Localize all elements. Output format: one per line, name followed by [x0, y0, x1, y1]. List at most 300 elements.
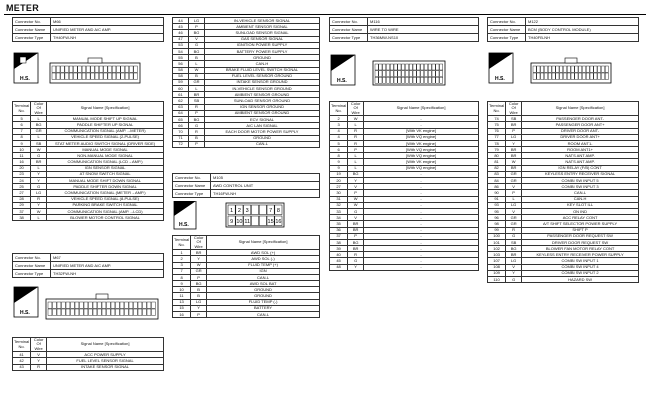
m66-header-table [12, 17, 164, 42]
terminal-cell: 28 [13, 196, 31, 202]
wire-color-cell: LG [506, 258, 522, 264]
terminal-cell: 27 [330, 184, 348, 190]
terminal-cell: 98 [488, 221, 506, 227]
terminal-cell: 45 [330, 258, 348, 264]
terminal-cell: 37 [13, 208, 31, 214]
signal-name-cell: STAT METER AUDIO SWITCH SIGNAL (DRIVER SIDE) [47, 140, 164, 146]
terminal-cell: 2 [330, 116, 348, 122]
signal-name-cell: IGN [207, 268, 320, 274]
connector-pin [147, 309, 151, 315]
wire-color-cell: P [348, 147, 364, 153]
connector-header-row [13, 34, 164, 42]
wire-color-cell: P [191, 274, 207, 280]
connector-pin [66, 302, 70, 308]
wire-color-cell: BR [506, 165, 522, 171]
signal-name-cell: MANUAL MODE SHIFT UP SIGNAL [47, 116, 164, 122]
wire-color-cell: SB [189, 98, 205, 104]
terminal-cell: 33 [330, 208, 348, 214]
wire-color-cell: R [189, 104, 205, 110]
connector-pin [541, 66, 544, 72]
signal-name-cell: - [364, 190, 479, 196]
connector-pin [548, 66, 551, 72]
connector-pin [375, 64, 378, 70]
connector-pin [594, 73, 597, 79]
m67-signal-table [12, 337, 164, 371]
connector-pin [125, 309, 129, 315]
connector-pin [74, 66, 78, 72]
terminal-cell: 34 [330, 215, 348, 221]
wire-color-cell: L [31, 116, 47, 122]
connector-pin [394, 64, 397, 70]
terminal-cell: 66 [173, 123, 189, 129]
connector-pin [95, 66, 99, 72]
wire-color-cell: BR [348, 246, 364, 252]
signal-name-cell: CAN-H [522, 196, 639, 202]
connector-pin [579, 66, 582, 72]
terminal-cell: 7 [173, 268, 191, 274]
m122-connector-picture [487, 45, 639, 97]
wire-color-cell: G [506, 277, 522, 283]
connector-pin [405, 71, 408, 77]
connector-pin [78, 73, 82, 79]
terminal-cell: 35 [330, 221, 348, 227]
connector-pin [52, 66, 56, 72]
signal-name-cell: INTAKE SENSOR SIGNAL [47, 364, 164, 370]
terminal-cell: 11 [13, 153, 31, 159]
signal-name-cell: COMBI SW INPUT 1 [522, 258, 639, 264]
terminal-cell: 6 [330, 147, 348, 153]
wire-color-cell: B [189, 73, 205, 79]
connector-pin [575, 66, 578, 72]
m67-header-table [12, 253, 164, 278]
col-wire-color: Color Of Wire [31, 338, 47, 352]
signal-name-cell: AT SNOW SWITCH SIGNAL [47, 171, 164, 177]
signal-name-cell: - [364, 233, 479, 239]
terminal-cell: 70 [173, 129, 189, 135]
connector-pin [134, 73, 138, 79]
terminal-cell: 54 [173, 48, 189, 54]
connector-pin [86, 66, 90, 72]
wire-color-cell: G [348, 208, 364, 214]
signal-name-cell: SUNLOAD SENSOR GROUND [205, 98, 320, 104]
connector-pin [556, 66, 559, 72]
terminal-cell: 107 [488, 258, 506, 264]
table-row [13, 364, 164, 370]
terminal-cell: 9 [330, 165, 348, 171]
connector-pin [99, 73, 103, 79]
terminal-cell: 109 [488, 270, 506, 276]
wire-color-cell: R [348, 128, 364, 134]
signal-name-cell: IN-VEHICLE SENSOR GROUND [205, 86, 320, 92]
connector-pin [112, 73, 116, 79]
terminal-cell: 56 [173, 61, 189, 67]
wire-color-cell: W [506, 159, 522, 165]
connector-pin [84, 309, 88, 315]
connector-pin [98, 309, 102, 315]
col-wire-color: Color Of Wire [506, 102, 522, 116]
signal-name-cell: - [364, 239, 479, 245]
terminal-cell: 108 [488, 264, 506, 270]
signal-name-cell: KEY SLOT ILL [522, 202, 639, 208]
connector-pin [71, 309, 75, 315]
wire-color-cell: B [189, 135, 205, 141]
table-row [173, 312, 320, 318]
connector-pin [379, 77, 382, 83]
col-terminal: Terminal No. [13, 338, 31, 352]
terminal-cell: 8 [330, 153, 348, 159]
terminal-cell: 86 [488, 184, 506, 190]
terminal-cell: 47 [173, 36, 189, 42]
wire-color-cell: SB [31, 140, 47, 146]
connector-header-row [173, 182, 320, 190]
wire-color-cell: P [506, 128, 522, 134]
connector-pin [57, 302, 61, 308]
connector-header-value: TH36MW-NS10 [368, 34, 479, 42]
connector-pin [125, 73, 129, 79]
signal-name-cell: BRAKE FLUID LEVEL SWITCH SIGNAL [205, 67, 320, 73]
connector-header-value: TH16FW-NH [211, 190, 320, 198]
connector-pin [413, 77, 416, 83]
terminal-cell: 75 [488, 122, 506, 128]
col-wire-color: Color Of Wire [31, 102, 47, 116]
signal-name-cell: PASSENGER DOOR ANT+ [522, 122, 639, 128]
terminal-cell: 46 [173, 30, 189, 36]
terminal-cell: 9 [173, 281, 191, 287]
wire-color-cell: V [189, 36, 205, 42]
terminal-cell: 59 [173, 79, 189, 85]
connector-pin [417, 64, 420, 70]
signal-name-cell: VEHICLE SPEED SIGNAL (8-PULSE) [47, 196, 164, 202]
terminal-cell: 25 [13, 184, 31, 190]
connector-pin [66, 309, 70, 315]
connector-pin-number: 10 [236, 219, 243, 225]
connector-pin [62, 309, 66, 315]
signal-name-cell: NATS ANT AMP. [522, 153, 639, 159]
wire-color-cell: L [31, 165, 47, 171]
connector-header-value: WIRE TO WIRE [368, 26, 479, 34]
connector-pin [424, 71, 427, 77]
wire-color-cell: L [189, 61, 205, 67]
wire-color-cell: GR [506, 215, 522, 221]
col-wire-color: Color Of Wire [191, 236, 207, 250]
wire-color-cell: R [348, 252, 364, 258]
signal-name-cell: NON-MANUAL MODE SIGNAL [47, 153, 164, 159]
signal-name-cell: CAN-L [207, 274, 320, 280]
connector-header-key: Connector No. [13, 18, 51, 26]
terminal-cell: 24 [13, 178, 31, 184]
connector-pin [108, 73, 112, 79]
connector-pin [53, 309, 57, 315]
connector-pin [121, 66, 125, 72]
connector-pin [71, 302, 75, 308]
connector-pin [575, 73, 578, 79]
wire-color-cell: G [189, 42, 205, 48]
connector-pin [567, 73, 570, 79]
signal-name-cell: IGN SENSOR GROUND [205, 104, 320, 110]
connector-header-row [330, 18, 479, 26]
connector-pin [405, 64, 408, 70]
connector-header-value: TH40FB-NH [526, 34, 639, 42]
connector-pin [93, 309, 97, 315]
connector-pin [402, 77, 405, 83]
connector-header-value: M66 [51, 18, 164, 26]
connector-pin [61, 73, 65, 79]
terminal-cell: 81 [488, 159, 506, 165]
m116-header-table [329, 17, 479, 42]
connector-pin [563, 73, 566, 79]
wire-color-cell: BR [348, 221, 364, 227]
connector-pin [537, 66, 540, 72]
connector-header-value: M67 [51, 254, 164, 262]
connector-pin [398, 77, 401, 83]
connector-pin [432, 64, 435, 70]
signal-name-cell: IN-VEHICLE SENSOR SIGNAL [205, 18, 320, 24]
signal-name-cell: - [364, 246, 479, 252]
m66-connector-picture [12, 45, 164, 97]
wire-color-cell: P [506, 190, 522, 196]
signal-name-cell: CAN-H [205, 61, 320, 67]
connector-header-row [488, 26, 639, 34]
signal-name-cell: COMMUNICATION SIGNAL (AMP.→LCD) [47, 208, 164, 214]
terminal-cell: 80 [488, 153, 506, 159]
table-row [13, 215, 164, 221]
connector-pin [121, 73, 125, 79]
signal-name-cell: - [364, 258, 479, 264]
connector-header-key: Connector Type [330, 34, 368, 42]
connector-pin [134, 66, 138, 72]
terminal-cell: 93 [488, 202, 506, 208]
connector-pin [89, 309, 93, 315]
connector-pin-number: 3 [245, 208, 249, 214]
connector-pin [93, 302, 97, 308]
terminal-cell: 48 [330, 264, 348, 270]
connector-pin [116, 309, 120, 315]
connector-pin [138, 302, 142, 308]
connector-pin [405, 77, 408, 83]
wire-color-cell: R [506, 227, 522, 233]
connector-header-value: AWD CONTROL UNIT [211, 182, 320, 190]
wire-color-cell: G [348, 258, 364, 264]
connector-pin [417, 71, 420, 77]
connector-header-value: M122 [526, 18, 639, 26]
wire-color-cell: B [191, 293, 207, 299]
connector-pin [586, 66, 589, 72]
wire-color-cell: L [189, 86, 205, 92]
connector-pin [436, 71, 439, 77]
connector-pin [102, 309, 106, 315]
signal-name-cell: IGN RELAY (F/B) CONT [522, 165, 639, 171]
terminal-cell: 96 [488, 215, 506, 221]
wire-color-cell: W [189, 67, 205, 73]
terminal-cell: 6 [13, 122, 31, 128]
terminal-cell: 103 [488, 252, 506, 258]
wire-color-cell: LG [191, 299, 207, 305]
terminal-cell: 13 [173, 299, 191, 305]
signal-name-cell: BLOWER FAN MOTOR RELAY CONT [522, 246, 639, 252]
terminal-cell: 10 [173, 287, 191, 293]
terminal-cell: 84 [488, 178, 506, 184]
signal-name-cell: COMBI SW INPUT 4 [522, 264, 639, 270]
connector-pin [398, 64, 401, 70]
connector-pin [147, 302, 151, 308]
connector-header-value: M105 [211, 174, 320, 182]
connector-header-row [330, 26, 479, 34]
connector-pin [99, 66, 103, 72]
terminal-cell: 8 [13, 134, 31, 140]
connector-pin [117, 73, 121, 79]
hs-label: H.S. [337, 78, 347, 84]
wire-color-cell: G [31, 153, 47, 159]
signal-name-cell: AWD SOL BAT [207, 281, 320, 287]
wire-color-cell: Y [506, 140, 522, 146]
terminal-cell: 32 [330, 202, 348, 208]
terminal-cell: 74 [488, 116, 506, 122]
signal-name-cell: AMBIENT SENSOR GROUND [205, 110, 320, 116]
connector-pin [259, 205, 266, 215]
connector-pin-number: 16 [275, 219, 282, 225]
signal-name-cell: GROUND [207, 287, 320, 293]
signal-name-cell: - [364, 116, 479, 122]
connector-header-row [13, 26, 164, 34]
connector-pin [75, 309, 79, 315]
terminal-cell: 82 [488, 165, 506, 171]
connector-header-key: Connector No. [173, 174, 211, 182]
connector-pin [421, 64, 424, 70]
col-terminal: Terminal No. [13, 102, 31, 116]
connector-pin [533, 73, 536, 79]
terminal-cell: 19 [330, 171, 348, 177]
connector-pin [598, 73, 601, 79]
signal-name-cell: DRIVER DOOR ANT+ [522, 134, 639, 140]
connector-pin [116, 302, 120, 308]
wire-color-cell: GR [506, 171, 522, 177]
m105-connector-diagram [172, 201, 320, 233]
signal-name-cell: IGN SENSOR SIGNAL [47, 165, 164, 171]
m105-signal-table [172, 235, 320, 318]
terminal-cell: 4 [330, 128, 348, 134]
signal-name-cell: ROOM ANT1- [522, 140, 639, 146]
col-signal-name: Signal Name [Specification] [47, 102, 164, 116]
terminal-cell: 31 [330, 196, 348, 202]
connector-header-row [13, 254, 164, 262]
connector-pin [138, 309, 142, 315]
m67-connector-picture [12, 281, 164, 331]
terminal-cell: 37 [330, 233, 348, 239]
wire-color-cell: BR [31, 159, 47, 165]
wire-color-cell: BG [189, 117, 205, 123]
terminal-cell: 2 [173, 256, 191, 262]
connector-pin [129, 66, 133, 72]
wire-color-cell: P [189, 24, 205, 30]
signal-name-cell: BATTERY POWER SUPPLY [205, 48, 320, 54]
connector-pin [251, 216, 258, 226]
wire-color-cell: SB [506, 239, 522, 245]
terminal-cell: 62 [173, 98, 189, 104]
connector-pin [428, 77, 431, 83]
wire-color-cell: LG [31, 190, 47, 196]
wire-color-cell: L [348, 165, 364, 171]
terminal-cell: 83 [488, 171, 506, 177]
connector-pin [111, 302, 115, 308]
wire-color-cell: Y [506, 270, 522, 276]
terminal-cell: 95 [488, 208, 506, 214]
connector-header-row [173, 190, 320, 198]
wire-color-cell: GR [506, 178, 522, 184]
terminal-cell: 5 [13, 116, 31, 122]
signal-name-cell: BLOWER MOTOR CONTROL SIGNAL [47, 215, 164, 221]
wire-color-cell: LG [506, 202, 522, 208]
connector-pin [48, 302, 52, 308]
connector-pin [436, 77, 439, 83]
terminal-cell: 61 [173, 92, 189, 98]
terminal-cell: 72 [173, 141, 189, 147]
terminal-cell: 15 [173, 305, 191, 311]
signal-name-cell: CAN-L [522, 190, 639, 196]
connector-pin [432, 71, 435, 77]
connector-pin [112, 66, 116, 72]
signal-name-cell: - [364, 215, 479, 221]
signal-name-cell: [With VK engine] [364, 128, 479, 134]
connector-pin [143, 302, 147, 308]
wire-color-cell: V [348, 184, 364, 190]
connector-pin [375, 71, 378, 77]
connector-pin [74, 73, 78, 79]
connector-pin-number: 2 [237, 208, 241, 214]
connector-pin [52, 73, 56, 79]
connector-pin [82, 73, 86, 79]
connector-pin [556, 73, 559, 79]
signal-name-cell: A/T SHIFT SELECTOR POWER SUPPLY [522, 221, 639, 227]
wire-color-cell: W [348, 196, 364, 202]
wire-color-cell: V [31, 352, 47, 358]
connector-pin [57, 309, 61, 315]
connector-pin-number: 15 [267, 219, 274, 225]
connector-pin [80, 302, 84, 308]
signal-name-cell: FLUID TEMP (-) [207, 299, 320, 305]
wire-color-cell: V [506, 208, 522, 214]
wire-color-cell: BG [506, 246, 522, 252]
wire-color-cell: BR [191, 250, 207, 256]
signal-name-cell: AWD SOL (+) [207, 250, 320, 256]
signal-name-cell: PARKING BRAKE SWITCH SIGNAL [47, 202, 164, 208]
wire-color-cell: L [506, 196, 522, 202]
m66-connector-diagram [12, 45, 164, 97]
connector-pin [143, 309, 147, 315]
signal-name-cell: COMBI SW INPUT 2 [522, 270, 639, 276]
signal-name-cell: [With VQ engine] [364, 165, 479, 171]
signal-name-cell: PADDLE SHIFTER UP SIGNAL [47, 122, 164, 128]
terminal-cell: 16 [173, 312, 191, 318]
connector-header-key: Connector Name [13, 26, 51, 34]
signal-name-cell: [With VK engine] [364, 140, 479, 146]
connector-pin [398, 71, 401, 77]
signal-name-cell: [With VK engine] [364, 159, 479, 165]
wire-color-cell: Y [348, 264, 364, 270]
connector-pin [541, 73, 544, 79]
terminal-cell: 58 [173, 73, 189, 79]
connector-pin [125, 66, 129, 72]
connector-pin [375, 77, 378, 83]
connector-pin [544, 73, 547, 79]
signal-name-cell: ROOM ANT1+ [522, 147, 639, 153]
wire-color-cell: W [31, 208, 47, 214]
wire-color-cell: BR [189, 92, 205, 98]
connector-pin [409, 64, 412, 70]
wire-color-cell: BR [348, 227, 364, 233]
signal-name-cell: - [364, 252, 479, 258]
wire-color-cell: Y [31, 202, 47, 208]
connector-header-value: BCM (BODY CONTROL MODULE) [526, 26, 639, 34]
